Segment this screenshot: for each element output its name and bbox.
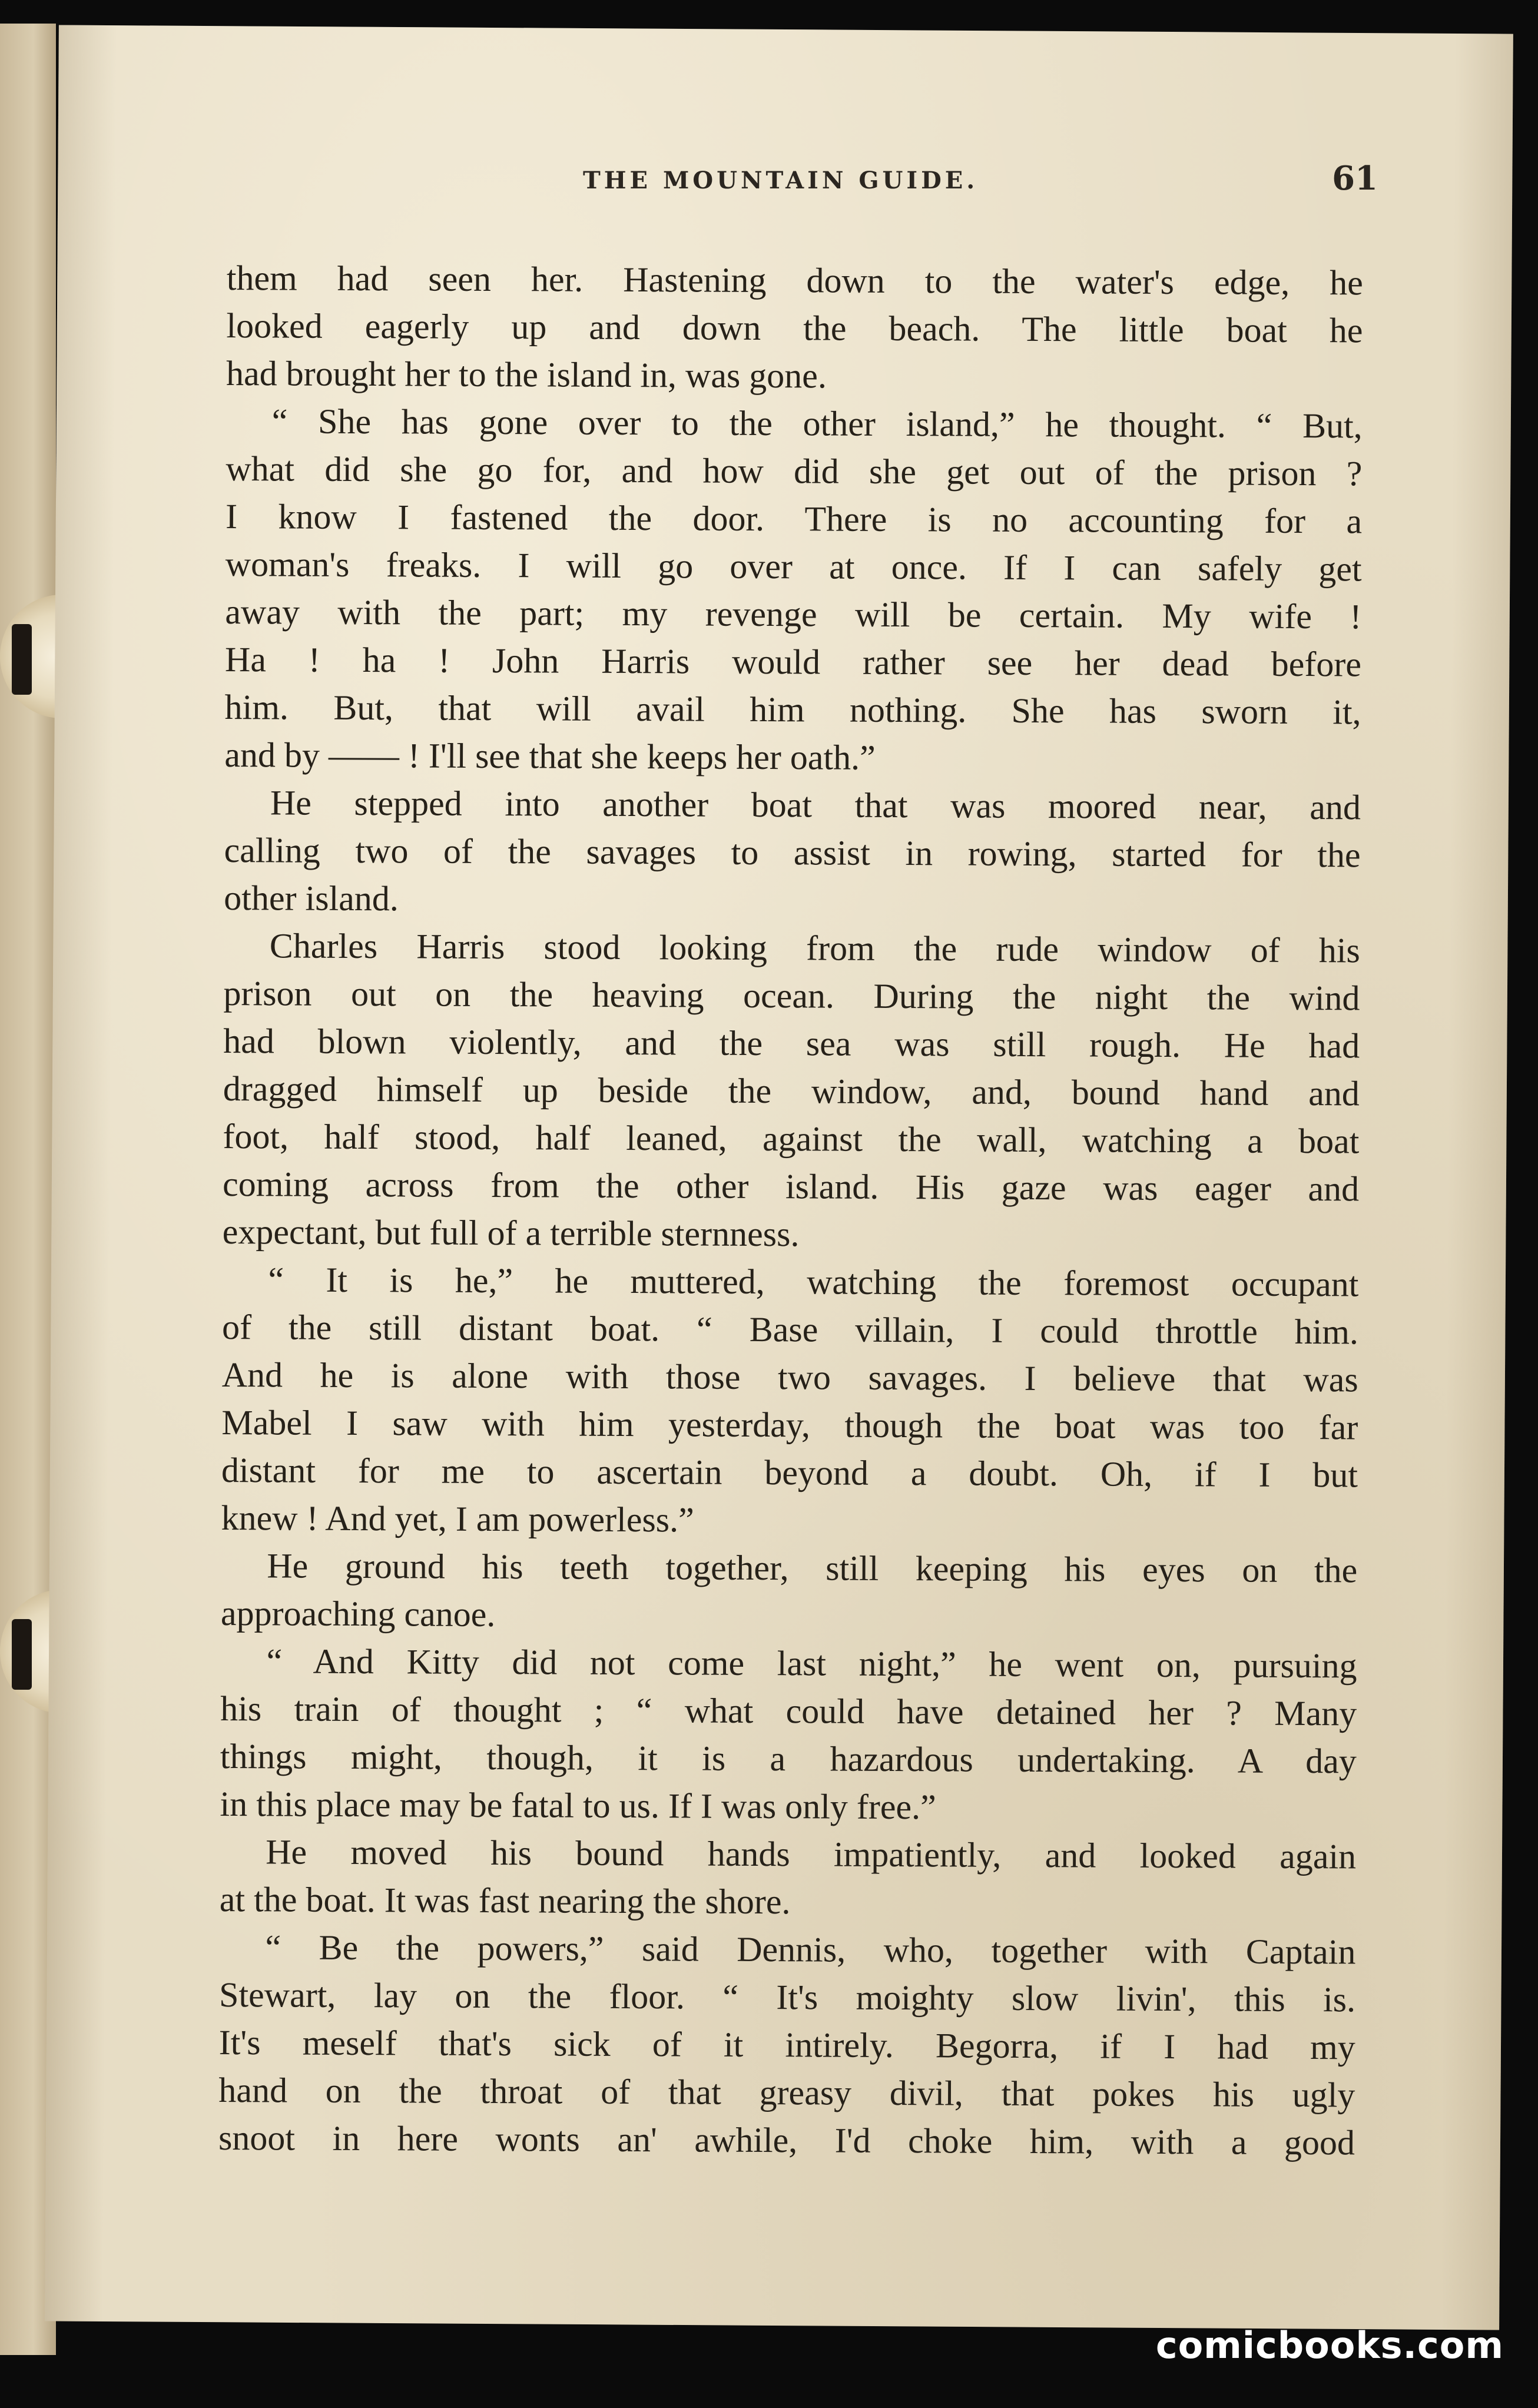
text-line: “ Be the powers,” said Dennis, who, together with Captain xyxy=(265,1928,1356,1972)
page-number: 61 xyxy=(1332,159,1378,198)
text-line: in this place may be fatal to us. If I was only free.” xyxy=(220,1784,936,1827)
text-line: “ And Kitty did not come last night,” he went on, pursuing xyxy=(266,1641,1357,1686)
text-line: and by —— ! I'll see that she keeps her oath.” xyxy=(224,735,876,777)
text-line: “ She has gone over to the other island,” he thought. “ But, xyxy=(271,402,1363,446)
text-line: snoot in here wonts an' awhile, I'd choke him, with a good xyxy=(218,2118,1355,2162)
text-line: “ It is he,” he muttered, watching the foremost occupant xyxy=(268,1260,1359,1304)
text-line: his train of thought ; “ what could have detained her ? Many xyxy=(220,1689,1357,1733)
text-line: Stewart, lay on the floor. “ It's moighty slow livin', this is. xyxy=(218,1975,1356,2019)
text-line: them had seen her. Hastening down to the water's edge, he xyxy=(226,258,1363,303)
body-text xyxy=(218,254,1363,2167)
text-line: Ha ! ha ! John Harris would rather see her dead before xyxy=(224,639,1362,684)
text-line: foot, half stood, half leaned, against the wall, watching a boat xyxy=(223,1116,1360,1161)
running-head xyxy=(230,132,1378,203)
text-line: him. But, that will avail him nothing. She has sworn it, xyxy=(224,687,1361,732)
text-line: had blown violently, and the sea was still rough. He had xyxy=(223,1021,1360,1066)
running-head-title: THE MOUNTAIN GUIDE. xyxy=(583,167,979,194)
text-line: away with the part; my revenge will be certain. My wife ! xyxy=(225,592,1362,636)
text-line: approaching canoe. xyxy=(220,1593,496,1634)
text-line: And he is alone with those two savages. I believe that was xyxy=(221,1355,1358,1399)
text-line: looked eagerly up and down the beach. The little boat he xyxy=(226,306,1363,350)
text-line: woman's freaks. I will go over at once. If I can safely get xyxy=(225,544,1362,589)
text-line: He ground his teeth together, still keeping his eyes on the xyxy=(267,1546,1358,1590)
text-line: Mabel I saw with him yesterday, though the boat was too far xyxy=(221,1402,1358,1447)
text-line: expectant, but full of a terrible sternness. xyxy=(222,1212,800,1254)
text-line: prison out on the heaving ocean. During the night the wind xyxy=(223,973,1360,1018)
text-line: at the boat. It was fast nearing the shore. xyxy=(219,1879,791,1922)
text-line: calling two of the savages to assist in rowing, started for the xyxy=(224,830,1361,875)
text-line: hand on the throat of that greasy divil, that pokes his ugly xyxy=(218,2070,1355,2115)
text-line: things might, though, it is a hazardous undertaking. A day xyxy=(220,1736,1357,1781)
text-line: It's meself that's sick of it intirely. Begorra, if I had my xyxy=(218,2022,1355,2067)
binding-thread xyxy=(12,624,32,695)
text-line: Charles Harris stood looking from the rude window of his xyxy=(269,926,1361,970)
text-line: He moved his bound hands impatiently, and looked again xyxy=(266,1832,1357,1876)
watermark: comicbooks.com xyxy=(1155,2324,1504,2367)
text-line: of the still distant boat. “ Base villain, I could throttle him. xyxy=(221,1307,1359,1352)
text-line: distant for me to ascertain beyond a doubt. Oh, if I but xyxy=(221,1450,1358,1495)
text-line: He stepped into another boat that was moored near, and xyxy=(270,783,1361,827)
text-line: I know I fastened the door. There is no accounting for a xyxy=(225,496,1363,541)
text-line: other island. xyxy=(224,878,399,918)
text-line: dragged himself up beside the window, and, bound hand and xyxy=(223,1069,1360,1113)
text-line: had brought her to the island in, was gone. xyxy=(226,353,827,396)
text-line: coming across from the other island. His gaze was eager and xyxy=(222,1164,1360,1209)
text-line: knew ! And yet, I am powerless.” xyxy=(221,1498,694,1540)
binding-thread xyxy=(12,1619,32,1690)
text-line: what did she go for, and how did she get out of the prison ? xyxy=(226,449,1363,493)
